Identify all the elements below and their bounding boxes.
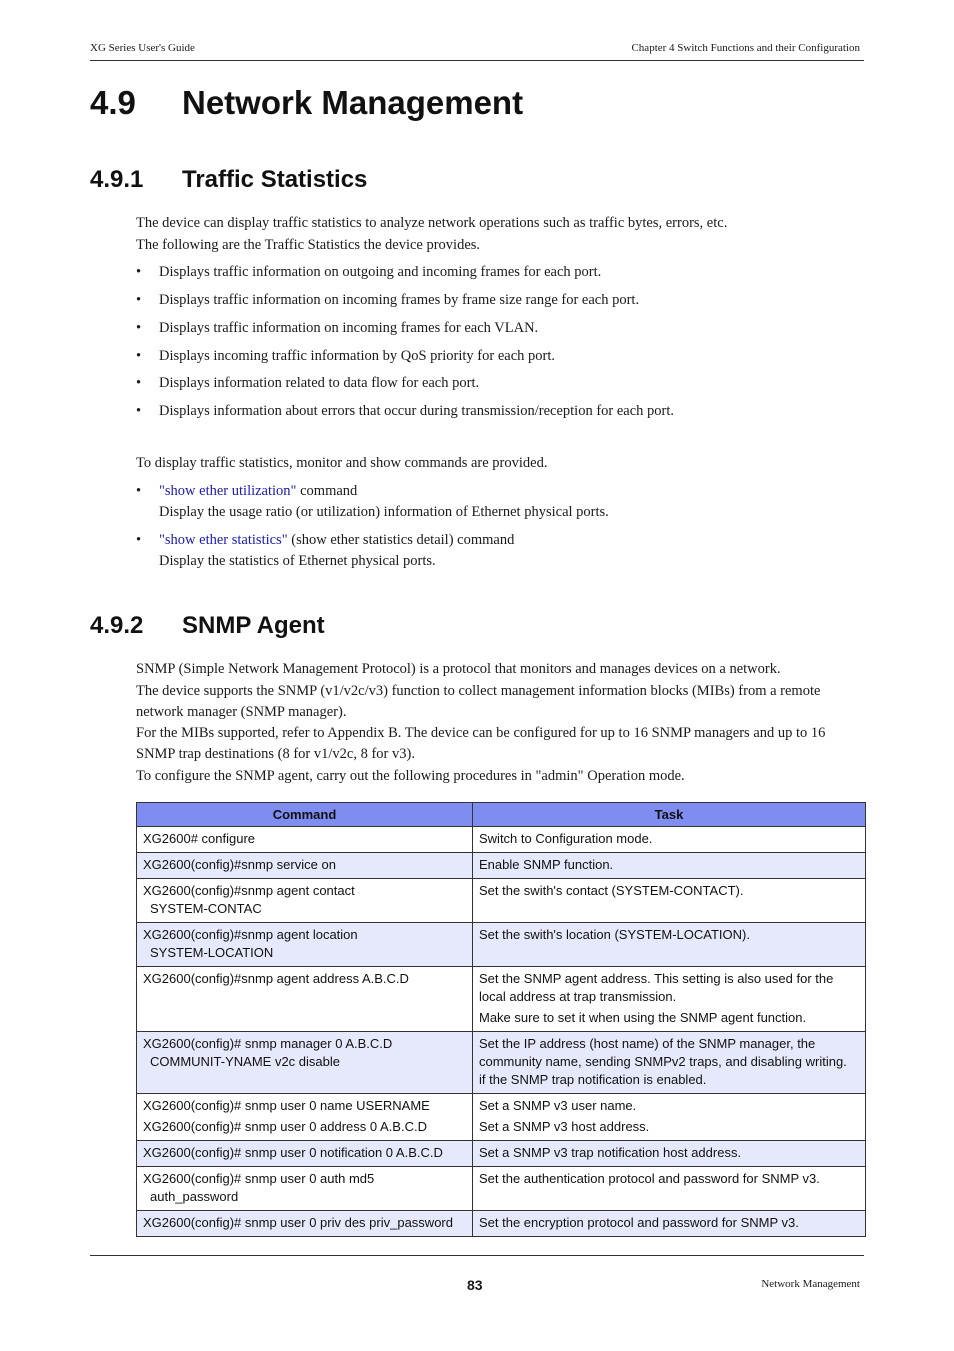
task-cell [473,923,866,967]
task-text: Make sure to set it when using the SNMP agent function. [479,1010,807,1025]
paragraph: The following are the Traffic Statistics the device provides. [136,237,481,253]
list-item-text: Displays traffic information on incoming frames for each VLAN. [159,320,539,336]
task-cell [473,827,866,853]
table-row [137,879,866,923]
command-cell [137,1141,473,1167]
command-text: XG2600# configure [143,831,256,846]
task-text: Set the SNMP agent address. This setting is also used for the [479,971,834,986]
bullet-icon: • [136,532,142,548]
task-text: local address at trap transmission. [479,989,677,1004]
command-cell [137,1094,473,1141]
footer-divider [90,1255,864,1256]
task-text: Enable SNMP function. [479,857,614,872]
command-cell [137,1167,473,1211]
bullet-icon: • [136,483,142,499]
list-item-text: Displays information about errors that occur during transmission/reception for each port. [159,403,675,419]
column-header-command: Command [137,803,473,827]
snmp-command-table [136,802,866,1237]
task-text: Switch to Configuration mode. [479,831,653,846]
task-text: Set the swith's location (SYSTEM-LOCATION). [479,927,750,942]
command-text: SYSTEM-CONTAC [150,901,262,916]
bullet-icon: • [136,292,142,308]
command-line [159,481,357,502]
table-row [137,827,866,853]
task-text: if the SNMP trap notification is enabled. [479,1072,707,1087]
task-text: Set the encryption protocol and password for SNMP v3. [479,1215,799,1230]
page-number: 83 [467,1277,483,1293]
command-cell [137,923,473,967]
task-cell [473,879,866,923]
command-link-show-ether-utilization[interactable]: "show ether utilization" [159,483,297,499]
command-text: XG2600(config)# snmp user 0 name USERNAME [143,1098,430,1113]
task-text: Set the authentication protocol and password for SNMP v3. [479,1171,820,1186]
command-line [159,530,514,551]
task-cell [473,1167,866,1211]
paragraph: For the MIBs supported, refer to Appendix B. The device can be configured for up to 16 SNMP managers and up to 16 [136,725,826,741]
task-cell [473,1094,866,1141]
command-text: XG2600(config)# snmp manager 0 A.B.C.D [143,1036,393,1051]
table-row [137,853,866,879]
task-text: Set the swith's contact (SYSTEM-CONTACT). [479,883,744,898]
paragraph: network manager (SNMP manager). [136,704,347,720]
list-item-text: Displays traffic information on incoming frames by frame size range for each port. [159,292,640,308]
command-cell [137,853,473,879]
footer-section-title: Network Management [761,1278,860,1290]
header-guide-title: XG Series User's Guide [90,42,195,54]
subsection-heading-traffic [90,166,367,194]
paragraph: The device supports the SNMP (v1/v2c/v3) function to collect management information blocks (MIBs) from a remote [136,683,821,699]
page-header [90,42,864,61]
task-cell [473,1032,866,1094]
paragraph: The device can display traffic statistics to analyze network operations such as traffic bytes, errors, etc. [136,215,728,231]
task-text: community name, sending SNMPv2 traps, and disabling writing. [479,1054,847,1069]
command-text: XG2600(config)# snmp user 0 address 0 A.B.C.D [143,1119,427,1134]
bullet-icon: • [136,375,142,391]
command-text: XG2600(config)#snmp agent address A.B.C.D [143,971,409,986]
subsection-heading-snmp [90,612,325,640]
table-row [137,1167,866,1211]
command-cell [137,1211,473,1237]
list-item-text: Displays traffic information on outgoing and incoming frames for each port. [159,264,602,280]
bullet-icon: • [136,264,142,280]
task-text: Set a SNMP v3 user name. [479,1098,637,1113]
task-text: Set a SNMP v3 trap notification host address. [479,1145,742,1160]
table-row [137,1141,866,1167]
subsection-title: Traffic Statistics [182,166,368,193]
paragraph: SNMP (Simple Network Management Protocol) is a protocol that monitors and manages devices on a network. [136,661,781,677]
command-text: XG2600(config)#snmp service on [143,857,336,872]
table-row [137,1094,866,1141]
task-text: Set the IP address (host name) of the SNMP manager, the [479,1036,816,1051]
command-cell [137,1032,473,1094]
section-title: Network Management [182,84,524,121]
subsection-number: 4.9.2 [90,612,144,639]
task-cell [473,1141,866,1167]
task-cell [473,1211,866,1237]
command-text: XG2600(config)# snmp user 0 notification 0 A.B.C.D [143,1145,443,1160]
paragraph: To display traffic statistics, monitor and show commands are provided. [136,455,548,471]
table-row [137,923,866,967]
command-suffix: command [296,483,358,499]
table-header-row [137,803,866,827]
header-chapter-title: Chapter 4 Switch Functions and their Configuration [631,42,860,54]
paragraph: SNMP trap destinations (8 for v1/v2c, 8 for v3). [136,746,415,762]
command-link-show-ether-statistics[interactable]: "show ether statistics" [159,532,288,548]
table-row [137,967,866,1032]
task-cell [473,853,866,879]
table-row [137,1032,866,1094]
section-heading [90,84,523,122]
command-cell [137,827,473,853]
subsection-number: 4.9.1 [90,166,144,193]
task-cell [473,967,866,1032]
command-text: COMMUNIT-YNAME v2c disable [150,1054,340,1069]
command-text: XG2600(config)#snmp agent location [143,927,358,942]
bullet-icon: • [136,348,142,364]
paragraph: To configure the SNMP agent, carry out the following procedures in "admin" Operation mode. [136,768,685,784]
list-item-text: Displays incoming traffic information by QoS priority for each port. [159,348,555,364]
bullet-icon: • [136,403,142,419]
command-cell [137,879,473,923]
command-description: Display the statistics of Ethernet physical ports. [159,553,436,569]
subsection-title: SNMP Agent [182,612,325,639]
command-text: XG2600(config)# snmp user 0 priv des priv_password [143,1215,453,1230]
command-cell [137,967,473,1032]
command-description: Display the usage ratio (or utilization) information of Ethernet physical ports. [159,504,609,520]
command-text: auth_password [150,1189,239,1204]
command-text: SYSTEM-LOCATION [150,945,274,960]
bullet-icon: • [136,320,142,336]
table-row [137,1211,866,1237]
command-text: XG2600(config)#snmp agent contact [143,883,355,898]
task-text: Set a SNMP v3 host address. [479,1119,650,1134]
command-suffix: (show ether statistics detail) command [287,532,515,548]
command-text: XG2600(config)# snmp user 0 auth md5 [143,1171,375,1186]
column-header-task: Task [473,803,866,827]
list-item-text: Displays information related to data flow for each port. [159,375,480,391]
section-number: 4.9 [90,84,136,121]
